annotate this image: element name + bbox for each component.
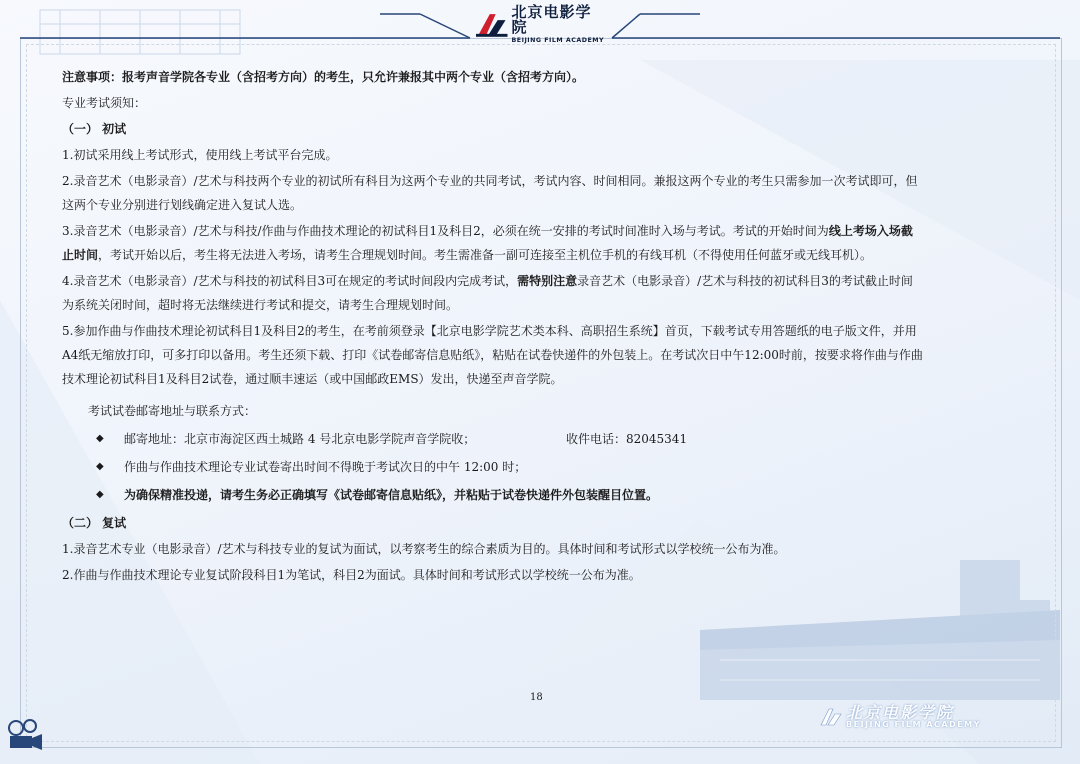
mailing-reminder: 为确保精准投递，请考生务必正确填写《试卷邮寄信息贴纸》，并粘贴于试卷快递件外包装醒目位置。 <box>124 488 659 502</box>
rule-item-3-line-1 <box>62 222 913 240</box>
rule-item-1: 1.初试采用线上考试形式，使用线上考试平台完成。 <box>62 148 338 162</box>
rule-item-3-line-2 <box>62 246 872 264</box>
rule-item-3-emphasis-a: 线上考场入场截 <box>828 224 913 238</box>
page-number: 18 <box>530 692 543 703</box>
section-preliminary-title: （一） 初试 <box>62 122 127 136</box>
rule-item-4-line-1 <box>62 272 913 290</box>
recipient-phone: 收件电话：82045341 <box>566 432 688 446</box>
logo-english-name: BEIJING FILM ACADEMY <box>511 37 605 45</box>
rule-item-4-text-a: 4.录音艺术（电影录音）/艺术与科技的初试科目3可在规定的考试时间段内完成考试， <box>62 274 518 288</box>
mailing-title: 考试试卷邮寄地址与联系方式： <box>88 404 257 418</box>
rule-item-4-emphasis: 需特别注意 <box>517 274 578 288</box>
rule-item-5-line-2: A4纸无缩放打印，可多打印以备用。考生还须下载、打印《试卷邮寄信息贴纸》，粘贴在试卷快递件的外包装上。在考试次日中午12:00时前，按要求将作曲与作曲 <box>62 348 923 362</box>
watermark-english-name: BEIJING FILM ACADEMY <box>846 720 981 729</box>
rule-item-4-text-c: 录音艺术（电影录音）/艺术与科技的初试科目3的考试截止时间 <box>577 274 913 288</box>
rule-item-5-line-3: 技术理论初试科目1及科目2试卷，通过顺丰速运（或中国邮政EMS）发出，快递至声音学院。 <box>62 372 563 386</box>
watermark-chinese-name: 北京电影学院 <box>846 703 955 722</box>
diamond-bullet-icon: ◆ <box>96 433 104 444</box>
diamond-bullet-icon: ◆ <box>96 489 104 500</box>
rule-item-2-line-2: 这两个专业分别进行划线确定进入复试人选。 <box>62 198 303 212</box>
film-academy-logo-icon <box>476 12 508 38</box>
rule-item-3-text-a: 3.录音艺术（电影录音）/艺术与科技/作曲与作曲技术理论的初试科目1及科目2，必须在统一安排的考试时间准时入场与考试。考试的开始时间为 <box>62 224 829 238</box>
retest-item-1: 1.录音艺术专业（电影录音）/艺术与科技专业的复试为面试，以考察考生的综合素质为目的。具体时间和考试形式以学校统一公布为准。 <box>62 542 786 556</box>
school-logo <box>476 3 606 45</box>
mailing-address: 邮寄地址：北京市海淀区西土城路 4 号北京电影学院声音学院收； <box>124 432 476 446</box>
rule-item-5-line-1: 5.参加作曲与作曲技术理论初试科目1及科目2的考生，在考前须登录【北京电影学院艺术类本科、高职招生系统】首页，下载考试专用答题纸的电子版文件，并用 <box>62 324 917 338</box>
footer-watermark <box>820 705 981 729</box>
logo-chinese-name: 北京电影学院 <box>511 3 592 37</box>
watermark-logo-icon <box>820 708 842 726</box>
section-retest-title: （二） 复试 <box>62 516 127 530</box>
mailing-deadline: 作曲与作曲技术理论专业试卷寄出时间不得晚于考试次日的中午 12:00 时； <box>124 460 527 474</box>
film-camera-icon <box>4 716 44 756</box>
rule-item-3-text-b: ，考试开始以后，考生将无法进入考场，请考生合理规划时间。考生需准备一副可连接至主机位手机的有线耳机（不得使用任何蓝牙或无线耳机）。 <box>98 248 873 262</box>
retest-item-2: 2.作曲与作曲技术理论专业复试阶段科目1为笔试，科目2为面试。具体时间和考试形式以学校统一公布为准。 <box>62 568 641 582</box>
notice-text: 注意事项：报考声音学院各专业（含招考方向）的考生，只允许兼报其中两个专业（含招考方向）。 <box>62 70 585 84</box>
diamond-bullet-icon: ◆ <box>96 461 104 472</box>
exam-rules-title: 专业考试须知： <box>62 96 147 110</box>
rule-item-4-line-2: 为系统关闭时间，超时将无法继续进行考试和提交，请考生合理规划时间。 <box>62 298 459 312</box>
rule-item-2-line-1: 2.录音艺术（电影录音）/艺术与科技两个专业的初试所有科目为这两个专业的共同考试，考试内容、时间相同。兼报这两个专业的考生只需参加一次考试即可，但 <box>62 174 918 188</box>
rule-item-3-emphasis-b: 止时间 <box>62 248 99 262</box>
